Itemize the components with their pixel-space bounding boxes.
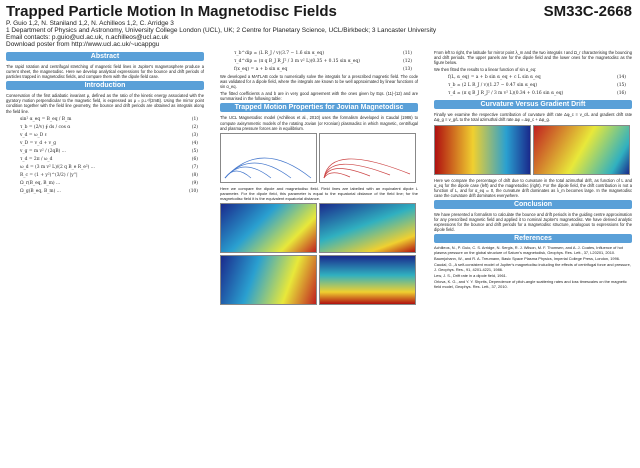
equation xyxy=(6,148,204,156)
equation xyxy=(6,172,204,180)
magnetodisc-field-plot xyxy=(319,133,416,183)
affiliations: 1 Department of Physics and Astronomy, University College London (UCL), UK; 2 Centre for Planetary Science, UCL/Birkbeck; 3 Lancaster University xyxy=(6,27,437,34)
equation-number: (14) xyxy=(616,75,626,81)
equation-number: (13) xyxy=(402,67,412,72)
equation-number: (5) xyxy=(191,148,198,154)
heatmap-plot xyxy=(220,255,317,305)
body-text: From left to right, the latitude for mirror point λ_m and the two integrals I and Ω_r characterising the bouncing and drift periods. The upper panels are for the dipole field and the lower ones for the magnetodisc as the figure below. xyxy=(434,50,632,66)
drift-plots xyxy=(434,125,632,175)
heatmap-plot xyxy=(220,203,317,253)
emails: Email contacts: p.guio@ucl.ac.uk, n.achilleos@ucl.ac.uk xyxy=(6,34,169,41)
poster-code: SM33C-2668 xyxy=(543,3,632,20)
equation-number: (11) xyxy=(402,51,412,56)
equation xyxy=(6,188,204,196)
equation-body: f(x_eq) = a + b sin α_eq xyxy=(234,67,288,72)
equation-body: v_D = v_d + v_g xyxy=(20,140,57,146)
body-text: Here we compare the percentage of drift due to curvature in the total azimuthal drift, as function of L and α_eq for the dipole case (left) and the magnetodisc (right). For the dipole field, the drift contribution is not a function of L, and for α_eq ≃ 0, the curvature drift dominates as λ_m becomes large. In the magnetodisc case the curvature drift dominates everywhere. xyxy=(434,177,632,198)
curvature-dipole-plot xyxy=(434,125,531,175)
heatmap-plot xyxy=(319,255,416,305)
equation xyxy=(434,90,632,98)
poster-title: Trapped Particle Motion In Magnetodisc Fields xyxy=(6,3,337,20)
section-curvature-gradient: Curvature Versus Gradient Drift xyxy=(434,100,632,109)
reference-item: Lew, J. S., Drift rate in a dipole field, 1961. xyxy=(434,272,507,278)
section-conclusion: Conclusion xyxy=(434,200,632,209)
equation-body: f(L, α_eq) = a + b sin α_eq + c L sin α_eq xyxy=(448,75,541,81)
conclusion-text: We have presented a formalism to calculate the bounce and drift periods in the guiding centre approximation for any prescribed magnetic field and applied it to nominal Jupiter's magnetodisc. We have derived analytic expressions for the bounce and drift periods for a magnetodisc structure, analogous to expressions for the dipole field. xyxy=(434,211,632,233)
section-abstract: Abstract xyxy=(6,52,204,61)
reference-item: Achilleos, N., P. Guio, C. S. Arridge, N. Sergis, R. J. Wilson, M. F. Thomsen, and A. J. Coates, Influence of hot plasma pressure on the global structure of Saturn's magnetodisk, Geophys. Res. Lett., 37, L20201, 2010. xyxy=(434,245,623,256)
section-jovian-magnetodisc: Trapped Motion Properties for Jovian Magnetodisc xyxy=(220,103,418,112)
equation-body: v_d = ω_D ℓ xyxy=(20,132,47,138)
equation xyxy=(6,156,204,164)
equation-body: sin² α_eq = B_eq / B_m xyxy=(20,116,72,122)
equation xyxy=(6,140,204,148)
curvature-magnetodisc-plot xyxy=(533,125,630,175)
equation-number: (10) xyxy=(188,188,198,194)
body-text: Finally we examine the respective contribution of curvature drift rate Δφ_c ≡ v_c/L and gradient drift rate Δφ_g ≡ v_g/L to the total azimuthal drift rate Δφ = Δφ_c + Δφ_g. xyxy=(434,112,632,123)
equation-body: R_c = (1 + y²)^(3/2) / |y''| xyxy=(20,172,78,178)
equation xyxy=(220,50,418,58)
colormap-plots xyxy=(220,203,418,305)
column-middle xyxy=(220,50,418,464)
magnetodisc-field-lines xyxy=(320,134,415,182)
equation xyxy=(434,74,632,82)
abstract-text: The rapid rotation and centrifugal stretching of magnetic field lines in Jupiter's magnetosphere produce a current sheet, the magnetodisc. Here we develop analytical expressions for the bounce and drift periods of particles trapped in magnetodisc fields, and compare them with the dipole field case. xyxy=(6,64,204,80)
reference-item: Caudal, G., A self-consistent model of Jupiter's magnetodisc including the effects of centrifugal force and pressure, J. Geophys. Res., 91, 4201-4221, 1986. xyxy=(434,262,631,272)
equation-list xyxy=(434,74,632,98)
dipole-field-lines xyxy=(221,134,316,182)
equation-number: (9) xyxy=(191,180,198,186)
reference-item: Baumjohann, W., and R. A. Treumann, Basic Space Plasma Physics, Imperial College Press, London, 1996. xyxy=(434,256,620,262)
column-right xyxy=(434,50,632,464)
section-references: References xyxy=(434,234,632,243)
equation xyxy=(6,132,204,140)
equation-number: (2) xyxy=(191,124,198,130)
equation-body: τ_d = 2π / ω_d xyxy=(20,156,53,162)
equation xyxy=(220,58,418,66)
equation-body: τ_b ≃ (2 L R_J / v)(1.27 − 0.47 sin α_eq) xyxy=(448,83,538,89)
equation-number: (3) xyxy=(191,132,198,138)
column-left xyxy=(6,50,204,464)
equation-number: (15) xyxy=(616,83,626,89)
body-text: The fitted coefficients a and b are in very good agreement with the ones given by Eqs. (11)-(12) and are summarised in the following table: xyxy=(220,91,418,102)
equation xyxy=(6,124,204,132)
equation-body: τ_d^dip ≃ (π q B_J R_J² / 3 m v² L)(0.35 + 0.15 sin α_eq) xyxy=(234,59,360,64)
equation xyxy=(6,164,204,172)
field-plots xyxy=(220,133,418,183)
equation-number: (16) xyxy=(616,91,626,97)
equation-body: τ_d ≃ (π q B_J R_J² / 3 m v² L)(0.34 + 0.16 sin α_eq) xyxy=(448,91,564,97)
equation-list xyxy=(6,116,204,196)
equation-body: Ω_r(B_eq, B_m) ... xyxy=(20,180,61,186)
reference-list xyxy=(434,246,632,289)
body-text: We then fitted the results to a linear function of sin α_eq: xyxy=(434,67,537,73)
equation xyxy=(6,116,204,124)
equation-number: (12) xyxy=(402,59,412,64)
authors: P. Guio 1,2, N. Staniland 1,2, N. Achilleos 1,2, C. Arridge 3 xyxy=(6,20,174,27)
equation xyxy=(220,66,418,74)
reference-item: Orlova, K. G., and Y. Y. Shprits, Dependence of pitch-angle scattering rates and loss timescales on the magnetic field model, Geophys. Res. Lett., 37, 2010. xyxy=(434,278,627,289)
equation-number: (4) xyxy=(191,140,198,146)
intro-text: Conservation of the first adiabatic invariant μ, defined as the ratio of the kinetic energy associated with the gyratory motion perpendicular to the magnetic field, is expressed as μ = p⊥²/(2mB). Using the mirror point condition together with the field line geometry, the bounce and drift periods are obtained as integrals along the field line. xyxy=(6,93,204,114)
equation-body: Ω_g(B_eq, B_m) ... xyxy=(20,188,61,194)
download-link[interactable]: Download poster from http://www.ucl.ac.uk/~ucappgu xyxy=(6,41,160,48)
equation-number: (1) xyxy=(191,116,198,122)
poster-header xyxy=(0,0,640,46)
heatmap-plot xyxy=(319,203,416,253)
equation-body: ω_d = (3 m v² L)/(2 q B_e R_e²) ... xyxy=(20,164,95,170)
equation-number: (7) xyxy=(191,164,198,170)
dipole-field-plot xyxy=(220,133,317,183)
equation xyxy=(6,180,204,188)
equation-body: τ_b^dip ≃ (L R_J / v)(3.7 − 1.6 sin α_eq) xyxy=(234,51,325,56)
equation xyxy=(434,82,632,90)
body-text: We developed a MATLAB code to numerically solve the integrals for a prescribed magnetic field. The code was validated for a dipole field, where the integrals are known to be well approximated by linear functions of sin α_eq. xyxy=(220,74,418,90)
equation-number: (6) xyxy=(191,156,198,162)
equation-list xyxy=(220,50,418,74)
equation-body: v_g = m v² / (2qB) ... xyxy=(20,148,66,154)
figure-caption: Here we compare the dipole and magnetodisc field. Field lines are labelled with an equivalent dipole L parameter. For the dipole field, this parameter is equal to the equatorial distance of the field line; for the magnetodisc field it is the equivalent equatorial distance. xyxy=(220,185,418,201)
body-text: The UCL Magnetodisc model (Achilleos et al., 2010) uses the formalism developed in Caudal (1986) to compute axisymmetric models of the rotating Jovian (or Kronian) plasmadisc in which magnetic, centrifugal and plasma pressure forces are in equilibrium. xyxy=(220,115,418,131)
equation-body: τ_b = (2/v) ∮ ds / cos α xyxy=(20,124,71,130)
section-introduction: Introduction xyxy=(6,81,204,90)
equation-number: (8) xyxy=(191,172,198,178)
